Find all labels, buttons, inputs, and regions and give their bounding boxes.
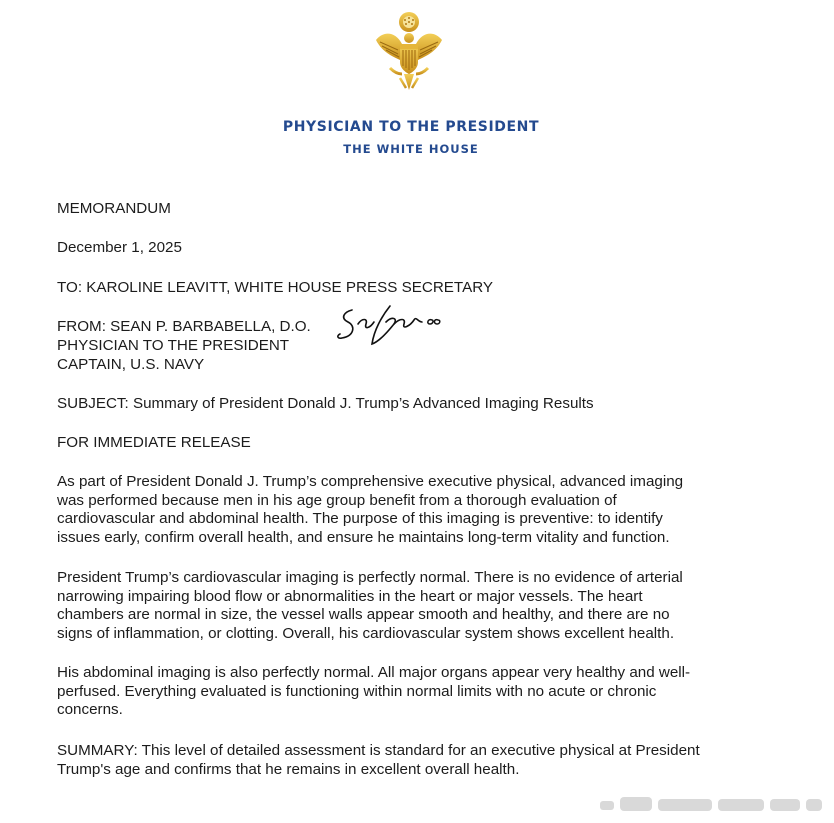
memo-from-name: FROM: SEAN P. BARBABELLA, D.O. xyxy=(57,318,311,335)
paragraph-line: was performed because men in his age group benefit from a thorough evaluation of xyxy=(57,491,617,509)
paragraph-line: Trump's age and confirms that he remains in excellent overall health. xyxy=(57,760,520,778)
paragraph-abdominal xyxy=(57,664,757,720)
paragraph-summary xyxy=(57,742,757,779)
paragraph-line: cardiovascular and abdominal health. The purpose of this imaging is preventive: to identify xyxy=(57,510,663,528)
paragraph-line: His abdominal imaging is also perfectly normal. All major organs appear very healthy and well- xyxy=(57,664,691,681)
memo-from-title: PHYSICIAN TO THE PRESIDENT xyxy=(57,337,290,354)
letterhead-title: PHYSICIAN TO THE PRESIDENT xyxy=(282,119,540,135)
memo-heading: MEMORANDUM xyxy=(57,200,171,217)
watermark-icon xyxy=(598,793,826,815)
paragraph-line: concerns. xyxy=(57,701,123,719)
signature-icon xyxy=(334,302,454,350)
paragraph-cardiovascular xyxy=(57,569,757,643)
paragraph-line: SUMMARY: This level of detailed assessment is standard for an executive physical at President xyxy=(57,742,700,759)
paragraph-line: chambers are normal in size, the vessel walls appear smooth and healthy, and there are no xyxy=(57,606,670,624)
presidential-seal-icon xyxy=(370,10,448,94)
memo-from-rank: CAPTAIN, U.S. NAVY xyxy=(57,356,205,373)
memo-subject: SUBJECT: Summary of President Donald J. Trump’s Advanced Imaging Results xyxy=(57,395,594,412)
paragraph-line: As part of President Donald J. Trump’s comprehensive executive physical, advanced imaging xyxy=(57,473,684,490)
memo-release: FOR IMMEDIATE RELEASE xyxy=(57,434,251,451)
paragraph-intro xyxy=(57,473,757,547)
memo-date: December 1, 2025 xyxy=(57,239,182,256)
memo-to: TO: KAROLINE LEAVITT, WHITE HOUSE PRESS SECRETARY xyxy=(57,279,494,296)
letterhead-subtitle: THE WHITE HOUSE xyxy=(343,142,479,156)
paragraph-line: perfused. Everything evaluated is functioning within normal limits with no acute or chronic xyxy=(57,682,657,700)
paragraph-line: narrowing impairing blood flow or abnormalities in the heart or major vessels. The heart xyxy=(57,587,643,605)
paragraph-line: issues early, confirm overall health, and ensure he maintains long-term vitality and function. xyxy=(57,528,670,546)
paragraph-line: President Trump’s cardiovascular imaging is perfectly normal. There is no evidence of arterial xyxy=(57,569,683,586)
paragraph-line: signs of inflammation, or clotting. Overall, his cardiovascular system shows excellent health. xyxy=(57,624,675,642)
